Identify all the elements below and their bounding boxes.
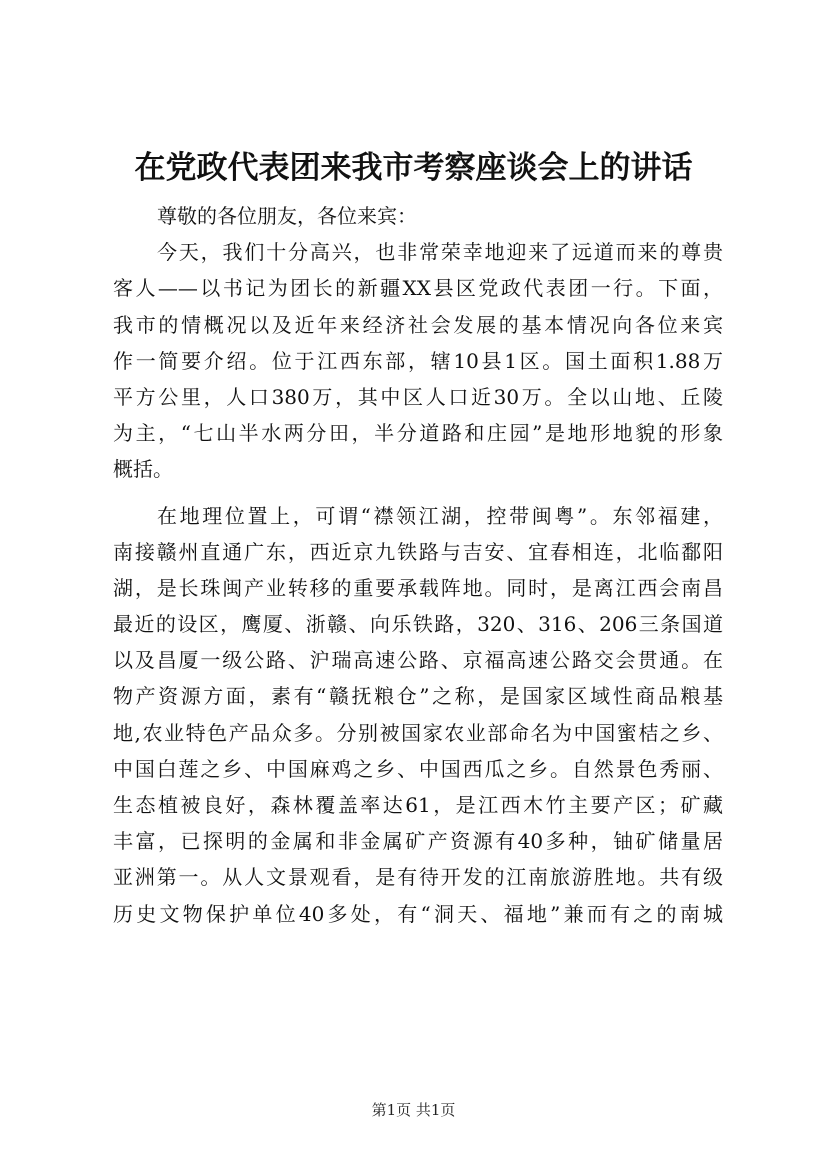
document-title: 在党政代表团来我市考察座谈会上的讲话 xyxy=(134,150,693,186)
page-number-footer: 第1页 共1页 xyxy=(371,1101,456,1119)
paragraph-line: 我市的情概况以及近年来经济社会发展的基本情况向各位来宾 xyxy=(113,312,723,337)
paragraph-line: 平方公里，人口380万，其中区人口近30万。全以山地、丘陵 xyxy=(113,384,723,409)
document-body xyxy=(113,198,723,932)
paragraph-line: 湖，是长珠闽产业转移的重要承载阵地。同时，是离江西会南昌 xyxy=(113,575,723,600)
paragraph-line: 中国白莲之乡、中国麻鸡之乡、中国西瓜之乡。自然景色秀丽、 xyxy=(113,756,723,781)
paragraph-line: 在地理位置上，可谓“襟领江湖，控带闽粤”。东邻福建， xyxy=(157,503,723,528)
paragraph-line: 概括。 xyxy=(113,457,173,482)
paragraph-line: 生态植被良好，森林覆盖率达61，是江西木竹主要产区；矿藏 xyxy=(113,793,723,817)
paragraph-line: 地,农业特色产品众多。分别被国家农业部命名为中国蜜桔之乡、 xyxy=(113,720,723,745)
greeting-line: 尊敬的各位朋友，各位来宾： xyxy=(157,204,417,228)
paragraph-line: 南接赣州直通广东，西近京九铁路与吉安、宜春相连，北临鄱阳 xyxy=(113,539,723,564)
paragraph-line: 最近的设区，鹰厦、浙赣、向乐铁路，320、316、206三条国道 xyxy=(113,612,723,637)
paragraph-gap xyxy=(113,488,723,498)
paragraph-line: 客人——以书记为团长的新疆XX县区党政代表团一行。下面， xyxy=(113,276,723,301)
paragraph-1 xyxy=(113,234,723,487)
paragraph-2 xyxy=(113,498,723,932)
paragraph-line: 物产资源方面，素有“赣抚粮仓”之称，是国家区域性商品粮基 xyxy=(113,684,723,709)
paragraph-line: 为主，“七山半水两分田，半分道路和庄园”是地形地貌的形象 xyxy=(113,421,723,446)
paragraph-line: 作一简要介绍。位于江西东部，辖10县1区。国土面积1.88万 xyxy=(113,348,723,373)
paragraph-line: 亚洲第一。从人文景观看，是有待开发的江南旅游胜地。共有级 xyxy=(113,865,723,890)
paragraph-line: 历史文物保护单位40多处，有“洞天、福地”兼而有之的南城 xyxy=(113,901,723,926)
paragraph-line: 以及昌厦一级公路、沪瑞高速公路、京福高速公路交会贯通。在 xyxy=(113,648,723,673)
paragraph-line: 丰富，已探明的金属和非金属矿产资源有40多种，铀矿储量居 xyxy=(113,829,723,854)
paragraph-line: 今天，我们十分高兴，也非常荣幸地迎来了远道而来的尊贵 xyxy=(157,240,723,265)
